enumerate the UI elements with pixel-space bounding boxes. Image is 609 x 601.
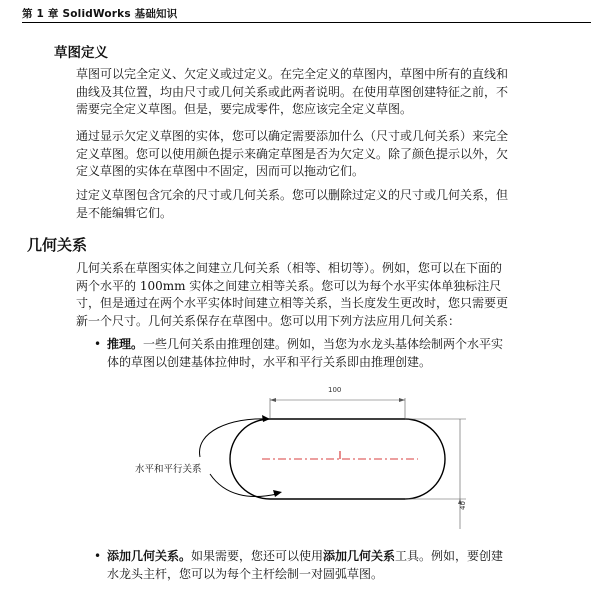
bullet-text: 工具。例如，要创建 — [395, 549, 504, 563]
chapter-title: 第 1 章 SolidWorks 基础知识 — [22, 8, 178, 20]
section-heading-sketch-definition: 草图定义 — [54, 45, 108, 61]
text-line: 定义草图的实体在草图中不固定，因而可以拖动它们。 — [76, 164, 365, 178]
bullet-add-relation — [94, 548, 504, 583]
section-heading-relations: 几何关系 — [27, 236, 88, 254]
text-line: 水龙头主杆，您可以为每个主杆绘制一对圆弧草图。 — [107, 566, 384, 581]
text-line — [107, 336, 503, 354]
arrowhead-icon — [262, 415, 270, 422]
bullet-term: 推理。 — [107, 337, 144, 351]
arrowhead-icon — [270, 398, 276, 402]
text-line: 寸，但是通过在两个水平实体时间建立相等关系，当长度发生更改时，您只需要更 — [76, 296, 509, 310]
text-line: 需要完全定义草图。但是，要完成零件，您应该完全定义草图。 — [76, 102, 413, 116]
text-line: 体的草图以创建基体拉伸时，水平和平行关系即由推理创建。 — [107, 354, 432, 369]
text-line: 曲线及其位置，均由尺寸或几何关系或此两者说明。在使用草图创建特征之前，不 — [76, 84, 509, 99]
tool-name: 添加几何关系 — [323, 549, 396, 563]
callout-label: 水平和平行关系 — [135, 464, 202, 475]
bullet-dot-icon: • — [94, 337, 102, 351]
text-line: 两个水平的 100mm 实体之间建立相等关系。您可以为每个水平实体单独标注尺 — [76, 278, 502, 293]
text-line: 通过显示欠定义草图的实体，您可以确定需要添加什么（尺寸或几何关系）来完全 — [76, 129, 509, 143]
text-line: 草图可以完全定义、欠定义或过定义。在完全定义的草图内，草图中所有的直线和 — [76, 67, 509, 81]
bullet-inference — [94, 336, 504, 371]
arrowhead-icon — [273, 490, 282, 497]
paragraph-definition-states — [76, 66, 508, 119]
bullet-text: 如果需要，您还可以使用 — [191, 549, 324, 563]
text-line: 是不能编辑它们。 — [76, 205, 173, 220]
text-line — [107, 548, 503, 566]
dimension-label-vertical: 40 — [459, 501, 467, 510]
callout-leader — [200, 419, 268, 457]
paragraph-overdefined — [76, 187, 508, 222]
page-header — [0, 0, 609, 22]
bullet-term: 添加几何关系。 — [107, 549, 192, 563]
text-line: 过定义草图包含冗余的尺寸或几何关系。您可以删除过定义的尺寸或几何关系，但 — [76, 188, 509, 202]
bullet-text: 一些几何关系由推理创建。例如，当您为水龙头基体绘制两个水平实 — [143, 337, 504, 351]
header-rule — [22, 22, 591, 23]
bullet-dot-icon: • — [94, 549, 102, 563]
paragraph-underdefined — [76, 128, 508, 181]
callout-leader — [210, 474, 277, 497]
dimension-label-horizontal: 100 — [328, 386, 342, 394]
text-line: 几何关系在草图实体之间建立几何关系（相等、相切等）。例如，您可以在下面的 — [76, 261, 503, 275]
text-line: 新一个尺寸。几何关系保存在草图中。您可以用下列方法应用几何关系： — [76, 313, 461, 328]
paragraph-relations-intro — [76, 260, 508, 330]
text-line: 定义草图。您可以使用颜色提示来确定草图是否为欠定义。除了颜色提示以外，欠 — [76, 146, 509, 161]
arrowhead-icon — [399, 398, 405, 402]
sketch-figure — [120, 384, 480, 534]
